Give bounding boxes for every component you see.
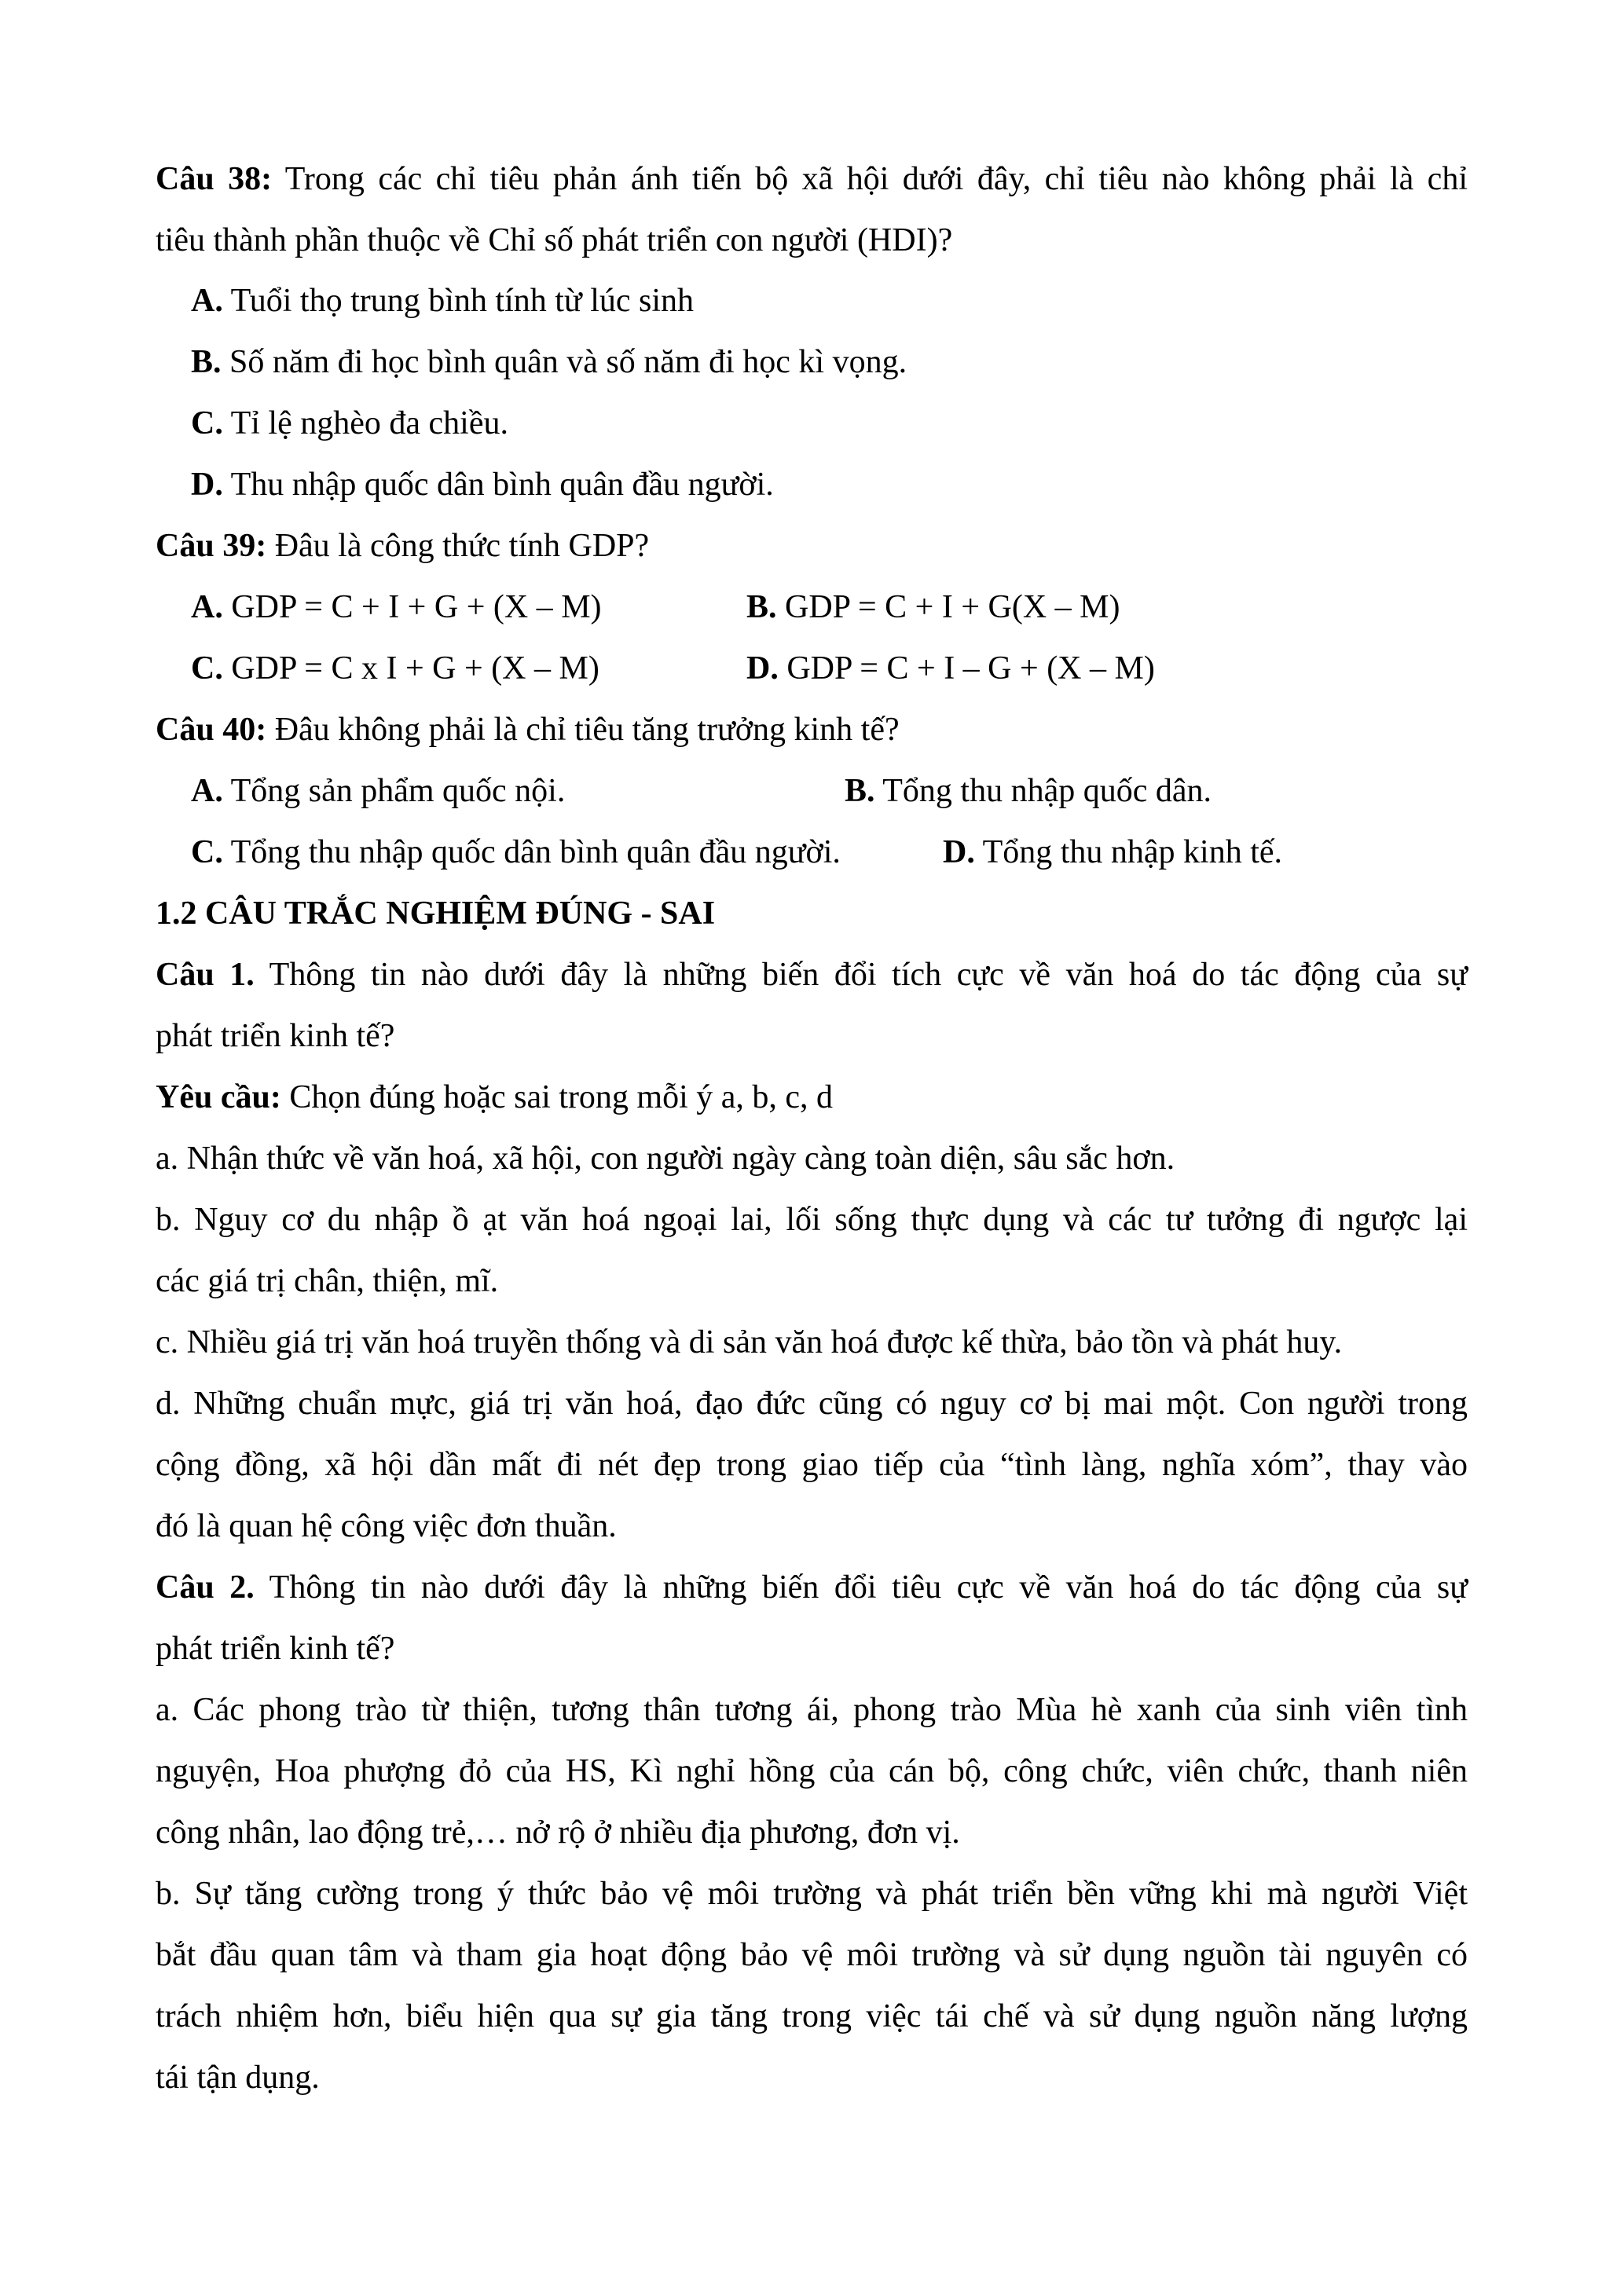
tf2-stem-line2: phát triển kinh tế? — [156, 1631, 395, 1667]
section-heading: 1.2 CÂU TRẮC NGHIỆM ĐÚNG - SAI — [156, 895, 716, 932]
tf2-item-b-line2: bắt đầu quan tâm và tham gia hoạt động bảo vệ môi trường và sử dụng nguồn tài nguyên có — [156, 1937, 1468, 1973]
tf2-item-b-line3: trách nhiệm hơn, biểu hiện qua sự gia tăng trong việc tái chế và sử dụng nguồn năng lượng — [156, 1998, 1468, 2034]
tf1-stem-line1: Câu 1. Thông tin nào dưới đây là những biến đổi tích cực về văn hoá do tác động của sự — [156, 957, 1468, 993]
q39-stem: Câu 39: Đâu là công thức tính GDP? — [156, 528, 650, 564]
tf1-item-d-line2: cộng đồng, xã hội dần mất đi nét đẹp trong giao tiếp của “tình làng, nghĩa xóm”, thay vào — [156, 1447, 1468, 1483]
tf1-item-d-line1: d. Những chuẩn mực, giá trị văn hoá, đạo đức cũng có nguy cơ bị mai một. Con người trong — [156, 1386, 1468, 1422]
tf1-item-c: c. Nhiều giá trị văn hoá truyền thống và di sản văn hoá được kế thừa, bảo tồn và phát huy. — [156, 1324, 1343, 1360]
q40-option-c: C. Tổng thu nhập quốc dân bình quân đầu người. — [191, 834, 841, 870]
q39-option-d: D. GDP = C + I – G + (X – M) — [746, 650, 1155, 687]
q38-option-b: B. Số năm đi học bình quân và số năm đi học kì vọng. — [191, 344, 907, 380]
tf2-item-a-line3: công nhân, lao động trẻ,… nở rộ ở nhiều địa phương, đơn vị. — [156, 1814, 960, 1851]
tf1-stem-line2: phát triển kinh tế? — [156, 1018, 395, 1054]
q39-option-a: A. GDP = C + I + G + (X – M) — [191, 589, 602, 625]
q38-option-d: D. Thu nhập quốc dân bình quân đầu người. — [191, 467, 774, 503]
tf1-item-a: a. Nhận thức về văn hoá, xã hội, con người ngày càng toàn diện, sâu sắc hơn. — [156, 1141, 1175, 1177]
q40-stem: Câu 40: Đâu không phải là chỉ tiêu tăng trưởng kinh tế? — [156, 712, 900, 748]
q38-stem-line2: tiêu thành phần thuộc về Chỉ số phát triển con người (HDI)? — [156, 222, 953, 258]
tf2-item-a-line1: a. Các phong trào từ thiện, tương thân tương ái, phong trào Mùa hè xanh của sinh viên tình — [156, 1692, 1468, 1728]
tf1-item-b-line2: các giá trị chân, thiện, mĩ. — [156, 1263, 499, 1299]
q38-stem-line1: Câu 38: Trong các chỉ tiêu phản ánh tiến bộ xã hội dưới đây, chỉ tiêu nào không phải là chỉ — [156, 161, 1468, 197]
q38-label: Câu 38: — [156, 161, 273, 197]
q40-option-d: D. Tổng thu nhập kinh tế. — [943, 834, 1283, 870]
q40-option-a: A. Tổng sản phẩm quốc nội. — [191, 773, 566, 809]
tf1-item-b-line1: b. Nguy cơ du nhập ồ ạt văn hoá ngoại lai, lối sống thực dụng và các tư tưởng đi ngược lại — [156, 1202, 1468, 1238]
tf1-item-d-line3: đó là quan hệ công việc đơn thuần. — [156, 1508, 617, 1544]
tf1-requirement: Yêu cầu: Chọn đúng hoặc sai trong mỗi ý a, b, c, d — [156, 1079, 834, 1115]
tf2-stem-line1: Câu 2. Thông tin nào dưới đây là những biến đổi tiêu cực về văn hoá do tác động của sự — [156, 1569, 1468, 1606]
q38-option-a: A. Tuổi thọ trung bình tính từ lúc sinh — [191, 283, 695, 319]
q40-option-b: B. Tổng thu nhập quốc dân. — [845, 773, 1212, 809]
q39-option-c: C. GDP = C x I + G + (X – M) — [191, 650, 599, 687]
q38-option-c: C. Tỉ lệ nghèo đa chiều. — [191, 405, 508, 441]
q39-option-b: B. GDP = C + I + G(X – M) — [746, 589, 1120, 625]
tf2-item-b-line4: tái tận dụng. — [156, 2060, 320, 2096]
tf2-item-a-line2: nguyện, Hoa phượng đỏ của HS, Kì nghỉ hồng của cán bộ, công chức, viên chức, thanh niên — [156, 1753, 1468, 1789]
tf2-item-b-line1: b. Sự tăng cường trong ý thức bảo vệ môi trường và phát triển bền vững khi mà người Việt — [156, 1876, 1468, 1912]
